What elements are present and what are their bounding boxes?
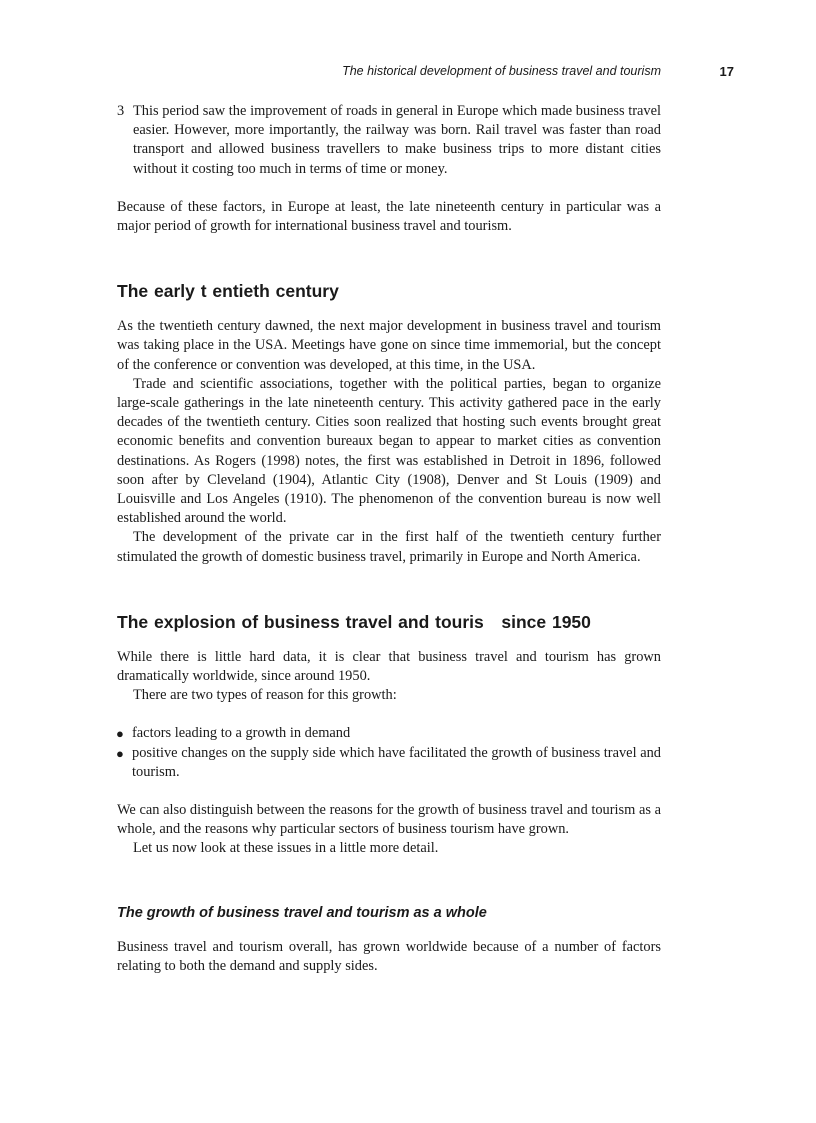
paragraph: Business travel and tourism overall, has grown worldwide because of a number of factors relating to both the demand and supply sides. xyxy=(117,938,661,974)
paragraph: There are two types of reason for this growth: xyxy=(133,687,397,704)
paragraph: While there is little hard data, it is clear that business travel and tourism has grown dramatically worldwide, since around 1950. xyxy=(117,648,661,685)
paragraph: As the twentieth century dawned, the next major development in business travel and tourism was taking place in the USA. Meetings have gone on since time immemorial, but the concept of the conference or convention was developed, at this time, in the USA. xyxy=(117,318,661,373)
bullet-text: factors leading to a growth in demand xyxy=(132,725,351,742)
bullet-text: positive changes on the supply side which have facilitated the growth of business travel and tourism. xyxy=(132,744,661,780)
bullet-icon: ● xyxy=(116,726,124,742)
paragraph: Trade and scientific associations, together with the political parties, began to organize large-scale gatherings in the late nineteenth century. This activity gathered pace in the early decades of the twentieth century. Cities soon realized that hosting such events brought great economic benefits and convention bureaux began to appear to market cities as convention destinations. As Rogers (1998) notes, the first was established in Detroit in 1896, followed soon after by Cleveland (1904), Atlantic City (1908), Denver and St Louis (1909) and Louisville and Los Angeles (1910). The phenomenon of the convention bureau is now well established around the world. xyxy=(117,375,661,527)
running-head: The historical development of business travel and tourism xyxy=(342,64,661,78)
list-item-number: 3 xyxy=(117,103,125,119)
numbered-list-item xyxy=(117,102,661,179)
bullet-item xyxy=(117,724,661,743)
paragraph: Because of these factors, in Europe at least, the late nineteenth century in particular was a major period of growth for international business travel and tourism. xyxy=(117,198,661,235)
bullet-list xyxy=(117,724,661,782)
list-item-text: This period saw the improvement of roads in general in Europe which made business travel easier. However, more importantly, the railway was born. Rail travel was faster than road transport and allowed business travellers to make business trips to more distant cities without it costing too much in terms of time or money. xyxy=(133,103,661,177)
paragraph: We can also distinguish between the reasons for the growth of business travel and tourism as a whole, and the reasons why particular sectors of business tourism have grown. xyxy=(117,802,661,838)
paragraph: The development of the private car in the first half of the twentieth century further stimulated the growth of domestic business travel, primarily in Europe and North America. xyxy=(117,529,661,565)
paragraph: Let us now look at these issues in a little more detail. xyxy=(133,840,439,857)
page-body xyxy=(117,102,661,976)
page-number: 17 xyxy=(719,64,734,79)
section-heading-explosion-since-1950: The explosion of business travel and touris since 1950 xyxy=(117,611,591,632)
bullet-icon: ● xyxy=(116,745,124,761)
subsection-heading-growth-as-a-whole: The growth of business travel and tourism as a whole xyxy=(117,904,487,921)
bullet-item xyxy=(117,744,661,782)
section-heading-early-twentieth-century: The early t entieth century xyxy=(117,281,339,302)
